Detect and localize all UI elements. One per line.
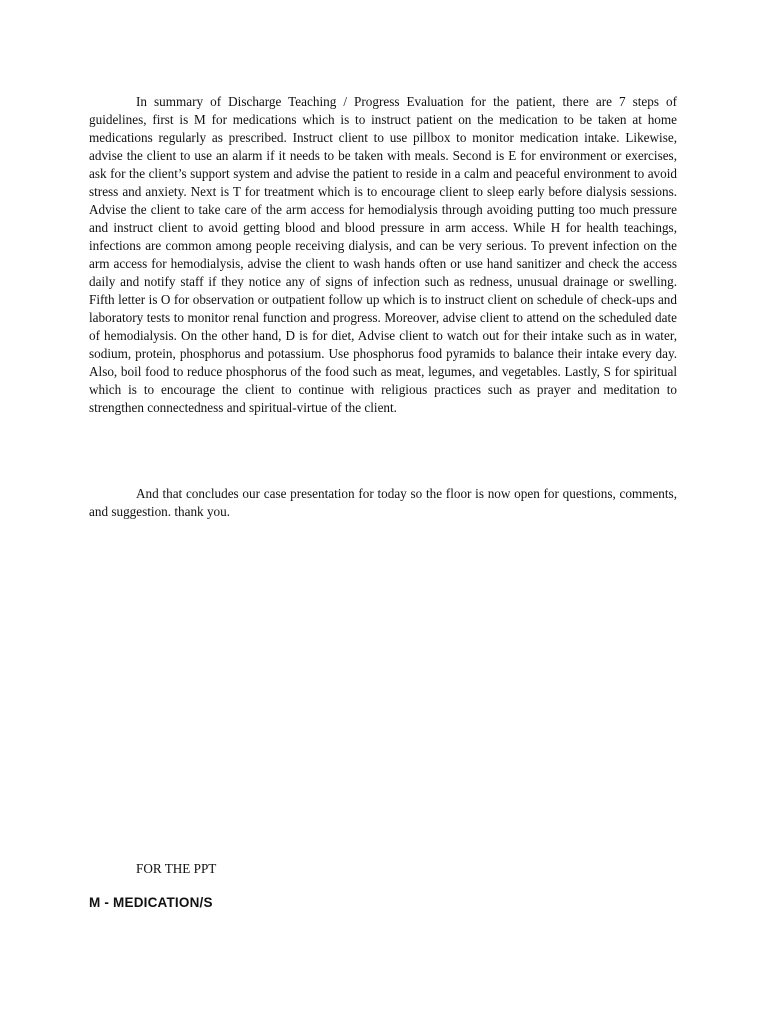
closing-paragraph: And that concludes our case presentation for today so the floor is now open for questions, comments, and suggestion. thank you. <box>89 486 677 519</box>
ppt-heading: M - MEDICATION/S <box>89 895 213 910</box>
summary-paragraph: In summary of Discharge Teaching / Progress Evaluation for the patient, there are 7 steps of guidelines, first is M for medications which is to instruct patient on the medication to be taken at home medications regularly as prescribed. Instruct client to use pillbox to monitor medication intake. Likewise, advise the client to use an alarm if it needs to be taken with meals. Second is E for environment or exercises, ask for the client’s support system and advise the patient to reside in a calm and peaceful environment to avoid stress and anxiety. Next is T for treatment which is to encourage client to sleep early before dialysis sessions. Advise the client to take care of the arm access for hemodialysis through avoiding putting too much pressure and instruct client to avoid getting blood and blood pressure in arm access. While H for health teachings, infections are common among people receiving dialysis, and can be very serious. To prevent infection on the arm access for hemodialysis, advise the client to wash hands often or use hand sanitizer and check the access daily and notify staff if they notice any of signs of infection such as redness, unusual drainage or swelling. Fifth letter is O for observation or outpatient follow up which is to instruct client on schedule of check-ups and laboratory tests to monitor renal function and progress. Moreover, advise client to attend on the scheduled date of hemodialysis. On the other hand, D is for diet, Advise client to watch out for their intake such as in water, sodium, protein, phosphorus and potassium. Use phosphorus food pyramids to balance their intake every day. Also, boil food to reduce phosphorus of the food such as meat, legumes, and vegetables. Lastly, S for spiritual which is to encourage the client to continue with religious practices such as prayer and meditation to strengthen connectedness and spiritual-virtue of the client. <box>89 94 677 415</box>
ppt-label: FOR THE PPT <box>136 861 217 876</box>
